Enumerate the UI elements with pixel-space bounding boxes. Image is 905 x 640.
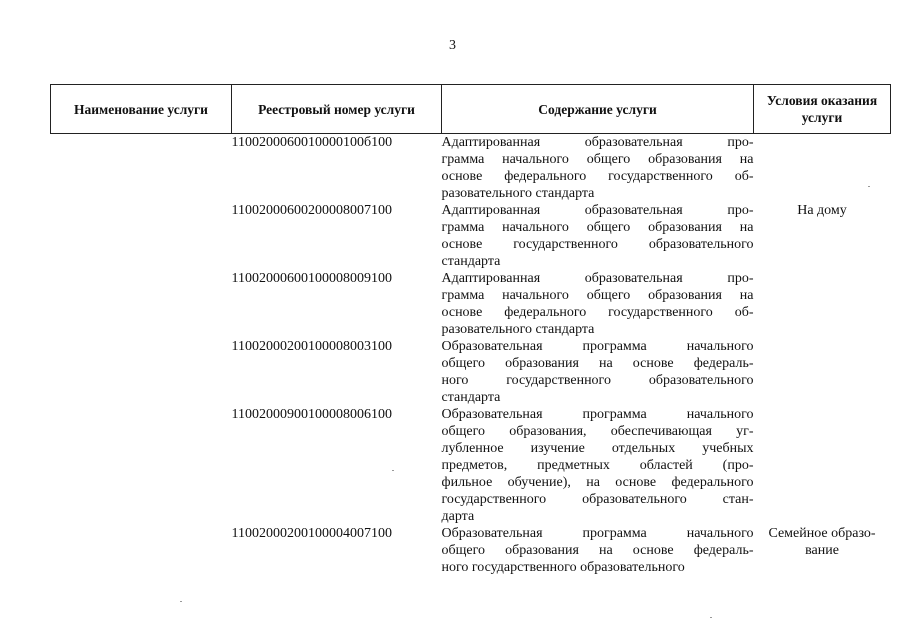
content-line: общего образования, обеспечивающая уг- <box>441 424 754 439</box>
service-name-cell <box>51 406 232 525</box>
content-line: основе государственного образовательного <box>441 237 754 252</box>
registry-number-cell: 11002000200100008003100 <box>231 339 392 354</box>
registry-number-cell: 1100200060010000100б100 <box>231 135 393 150</box>
registry-number-cell: 11002000600100008009100 <box>231 271 392 286</box>
content-line: грамма начального общего образования на <box>441 288 754 303</box>
content-line: государственного образовательного стан- <box>441 492 754 507</box>
content-line: ного государственного образовательного <box>441 373 754 388</box>
content-line: лубленное изучение отдельных учебных <box>441 441 754 456</box>
content-line: общего образования на основе федераль- <box>441 543 754 558</box>
content-line: ного государственного образовательного <box>441 560 685 575</box>
table-row <box>51 270 891 338</box>
content-line: дарта <box>441 509 475 524</box>
content-line: грамма начального общего образования на <box>441 220 754 235</box>
table-row <box>51 134 891 203</box>
content-line: стандарта <box>441 254 501 269</box>
table-row <box>51 406 891 525</box>
header-service-name: Наименование услуги <box>51 85 232 134</box>
services-table <box>50 84 891 576</box>
service-content-cell <box>442 270 754 338</box>
scan-speck <box>392 470 394 471</box>
service-condition-cell <box>754 270 891 338</box>
service-name-cell <box>51 134 232 203</box>
service-content-cell <box>442 338 754 406</box>
content-line: общего образования на основе федераль- <box>441 356 754 371</box>
content-line: фильное обучение), на основе федерального <box>441 475 754 490</box>
service-condition-cell <box>754 406 891 525</box>
header-service-conditions: Условия оказания услуги <box>754 85 891 134</box>
service-content-cell <box>442 525 754 576</box>
content-line: разовательного стандарта <box>441 322 595 337</box>
service-name-cell <box>51 202 232 270</box>
service-name-cell <box>51 270 232 338</box>
service-content-cell <box>442 134 754 203</box>
table-body <box>51 134 891 577</box>
content-line: Образовательная программа начального <box>441 526 754 541</box>
scan-speck <box>710 617 712 618</box>
content-line: стандарта <box>441 390 501 405</box>
content-line: Адаптированная образовательная про- <box>441 135 754 150</box>
content-line: основе федерального государственного об- <box>441 169 754 184</box>
content-line: грамма начального общего образования на <box>441 152 754 167</box>
content-line: Адаптированная образовательная про- <box>441 203 754 218</box>
table-row <box>51 338 891 406</box>
service-name-cell <box>51 525 232 576</box>
content-line: предметов, предметных областей (про- <box>441 458 754 473</box>
service-content-cell <box>442 406 754 525</box>
scan-speck <box>180 601 182 602</box>
content-line: Образовательная программа начального <box>441 339 754 354</box>
content-line: разовательного стандарта <box>441 186 595 201</box>
page-number: 3 <box>449 38 456 53</box>
scan-speck <box>868 186 870 187</box>
table-row <box>51 525 891 576</box>
header-registry-number: Реестровый номер услуги <box>232 85 442 134</box>
registry-number-cell: 11002000600200008007100 <box>231 203 392 218</box>
service-condition-cell: На дому <box>797 203 847 218</box>
service-condition-cell <box>754 134 891 203</box>
table-header-row <box>51 85 891 134</box>
content-line: основе федерального государственного об- <box>441 305 754 320</box>
service-name-cell <box>51 338 232 406</box>
service-content-cell <box>442 202 754 270</box>
content-line: Адаптированная образовательная про- <box>441 271 754 286</box>
table-row <box>51 202 891 270</box>
service-condition-cell <box>754 338 891 406</box>
content-line: Образовательная программа начального <box>441 407 754 422</box>
service-condition-cell: Семейное образо- вание <box>768 526 876 558</box>
registry-number-cell: 11002000900100008006100 <box>231 407 392 422</box>
registry-number-cell: 11002000200100004007100 <box>231 526 392 541</box>
header-service-content: Содержание услуги <box>442 85 754 134</box>
